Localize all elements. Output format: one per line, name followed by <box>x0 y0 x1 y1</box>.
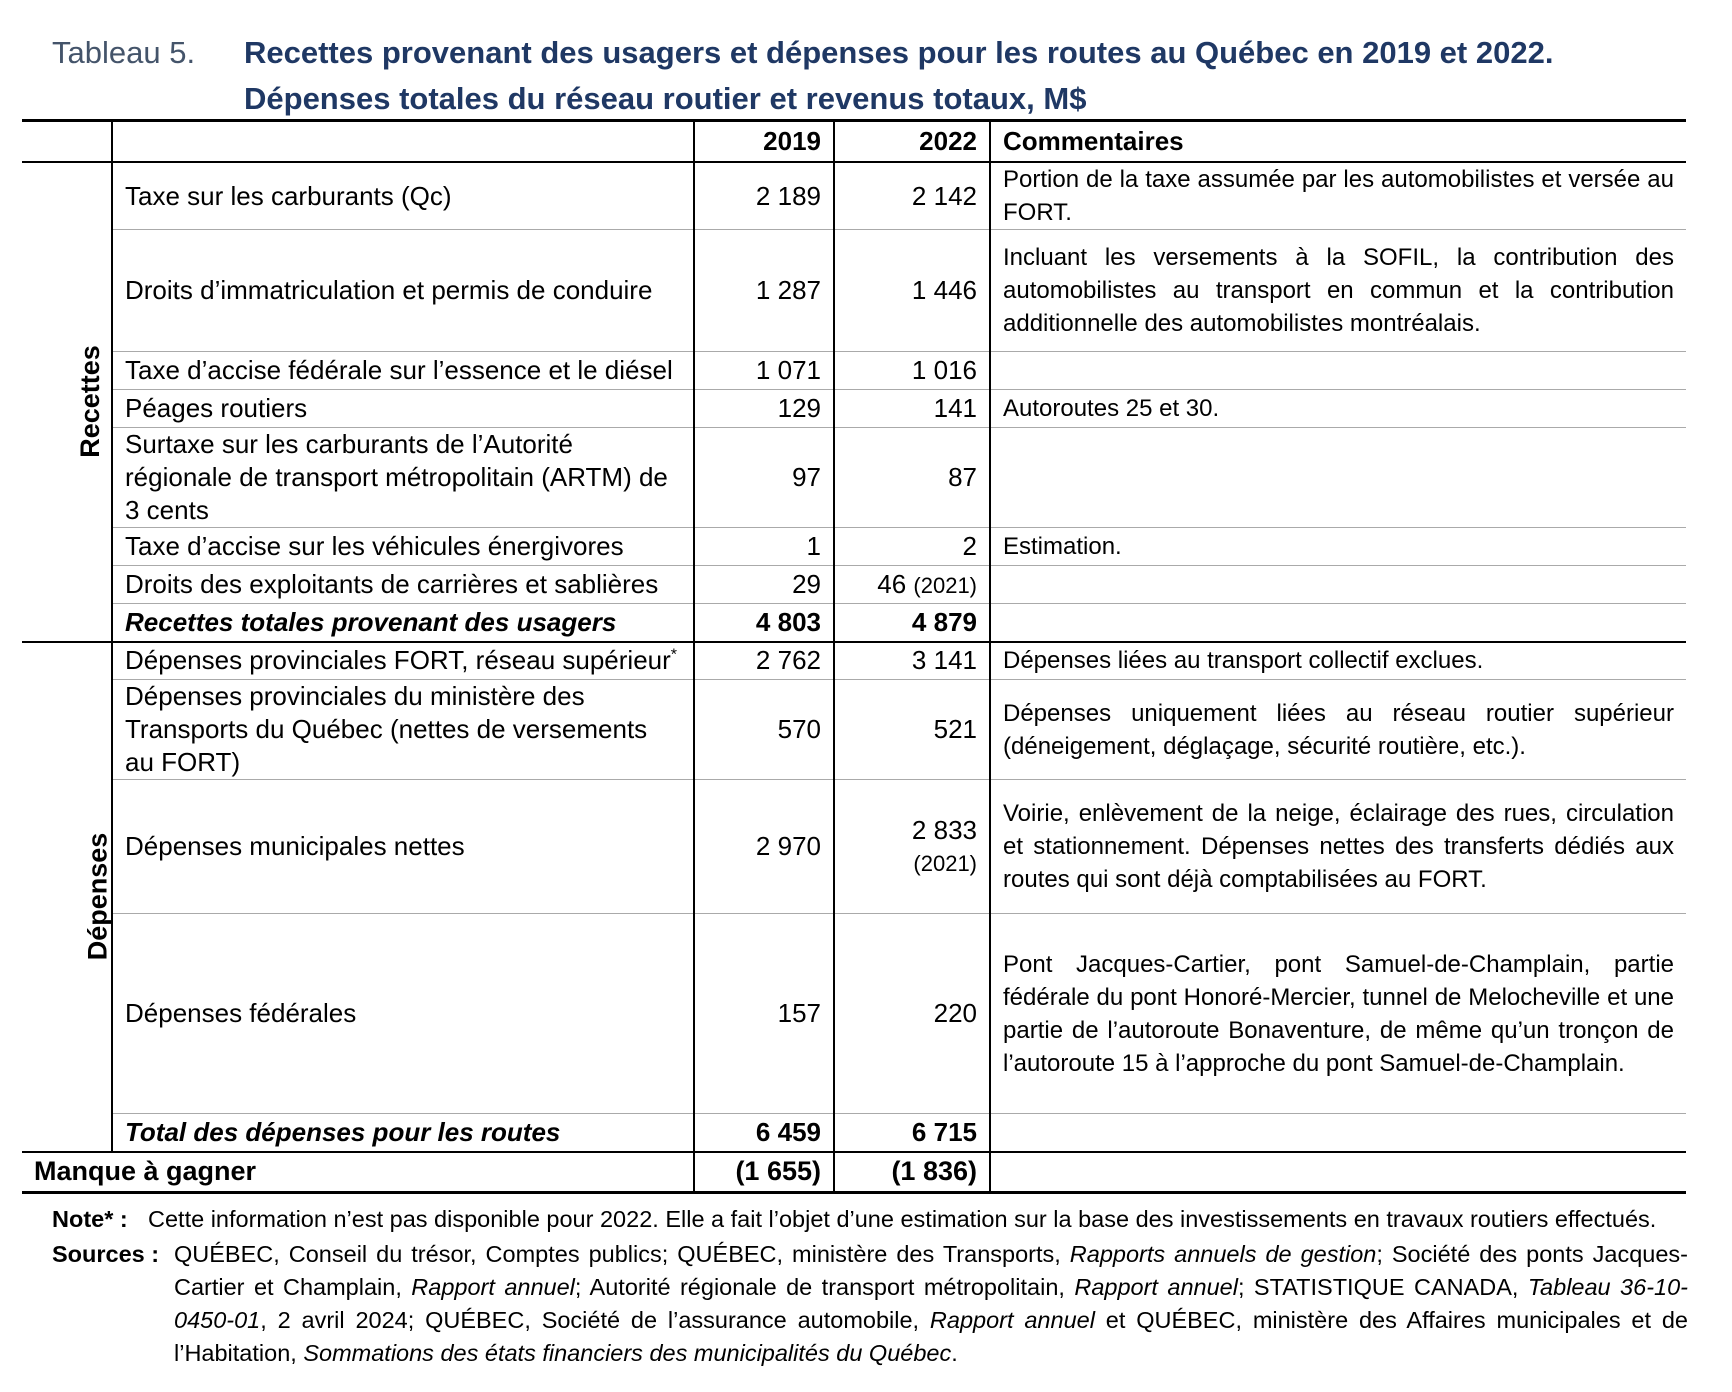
value-2019: 570 <box>694 680 834 780</box>
value-2019: 157 <box>694 914 834 1114</box>
table-row <box>22 390 1686 428</box>
grand-total-label: Manque à gagner <box>22 1152 694 1193</box>
value-2019: 1 071 <box>694 352 834 390</box>
value-2022: 2 142 <box>834 162 990 230</box>
header-2022: 2022 <box>834 121 990 163</box>
header-blank-section <box>22 121 112 163</box>
value-2022: 46 <box>877 568 907 599</box>
section-label-recettes: Recettes <box>74 345 105 459</box>
value-2019: 1 287 <box>694 230 834 352</box>
row-label-cell <box>112 642 694 680</box>
value-2022: 2 833 <box>911 814 977 845</box>
source-part: . <box>951 1340 958 1366</box>
row-comment: Dépenses liées au transport collectif exclues. <box>990 642 1686 680</box>
row-comment <box>990 428 1686 528</box>
value-2019: 2 189 <box>694 162 834 230</box>
header-comments: Commentaires <box>990 121 1686 163</box>
footnote-marker: * <box>670 646 678 664</box>
row-comment: Dépenses uniquement liées au réseau routier supérieur (déneigement, déglaçage, sécurité routière, etc.). <box>990 680 1686 780</box>
row-label: Dépenses provinciales du ministère des Transports du Québec (nettes de versements au FORT) <box>112 680 694 780</box>
row-label: Dépenses fédérales <box>112 914 694 1114</box>
value-2022: 1 016 <box>834 352 990 390</box>
value-2022: 141 <box>834 390 990 428</box>
value-2022: 1 446 <box>834 230 990 352</box>
notes-block <box>52 1203 1688 1370</box>
source-part: , 2 avril 2024; QUÉBEC, Société de l’assurance automobile, <box>260 1307 930 1333</box>
row-label: Recettes totales provenant des usagers <box>112 604 694 642</box>
value-2019: 97 <box>694 428 834 528</box>
source-title: Rapports annuels de gestion <box>1069 1241 1377 1267</box>
row-comment <box>990 566 1686 604</box>
source-title: Rapport annuel <box>1074 1274 1238 1300</box>
section-depenses <box>22 642 112 1152</box>
header-blank-label <box>112 121 694 163</box>
row-comment: Voirie, enlèvement de la neige, éclairage des rues, circulation et stationnement. Dépenses nettes des transferts dédiés aux routes qui sont déjà comptabilisées au FORT. <box>990 780 1686 914</box>
row-comment: Pont Jacques-Cartier, pont Samuel-de-Champlain, partie fédérale du pont Honoré-Mercier, tunnel de Melocheville et une partie de l’autoroute Bonaventure, de même qu’un tronçon de l’autoroute 15 à l’approche du pont Samuel-de-Champlain. <box>990 914 1686 1114</box>
value-2022: 220 <box>834 914 990 1114</box>
table-row <box>22 914 1686 1114</box>
data-table <box>22 119 1686 1194</box>
row-label: Taxe d’accise sur les véhicules énergivores <box>112 528 694 566</box>
table-row <box>22 162 1686 230</box>
table-row <box>22 642 1686 680</box>
row-comment <box>990 352 1686 390</box>
table-header-row <box>22 121 1686 163</box>
sources-row <box>52 1238 1688 1370</box>
value-2022-cell <box>834 780 990 914</box>
table-row <box>22 352 1686 390</box>
section-label-depenses: Dépenses <box>82 832 113 961</box>
value-2019: 1 <box>694 528 834 566</box>
value-2022: 87 <box>834 428 990 528</box>
value-2022: 3 141 <box>834 642 990 680</box>
row-comment: Estimation. <box>990 528 1686 566</box>
table-row <box>22 230 1686 352</box>
sources-key: Sources : <box>52 1241 160 1267</box>
row-comment: Portion de la taxe assumée par les automobilistes et versée au FORT. <box>990 162 1686 230</box>
table-number: Tableau 5. <box>52 35 196 70</box>
table-row <box>22 428 1686 528</box>
value-2022: 4 879 <box>834 604 990 642</box>
source-title: Sommations des états financiers des municipalités du Québec <box>303 1340 952 1366</box>
grand-total-row <box>22 1152 1686 1193</box>
row-label: Droits des exploitants de carrières et sablières <box>112 566 694 604</box>
grand-value-2022: (1 836) <box>834 1152 990 1193</box>
title-line-2: Dépenses totales du réseau routier et revenus totaux, M$ <box>244 81 1087 116</box>
table-row <box>22 680 1686 780</box>
row-comment <box>990 604 1686 642</box>
grand-comment-blank <box>990 1152 1686 1193</box>
note-row <box>52 1203 1688 1236</box>
value-2019: 29 <box>694 566 834 604</box>
note-key: Note* : <box>52 1206 128 1232</box>
table-title <box>52 30 1692 122</box>
table-row <box>22 780 1686 914</box>
row-label: Dépenses provinciales FORT, réseau supérieur <box>125 645 671 676</box>
value-2019: 2 762 <box>694 642 834 680</box>
source-part: ; STATISTIQUE CANADA, <box>1237 1274 1528 1300</box>
row-comment: Autoroutes 25 et 30. <box>990 390 1686 428</box>
table-row <box>22 566 1686 604</box>
source-part: ; Autorité régionale de transport métropolitain, <box>574 1274 1075 1300</box>
value-2019: 129 <box>694 390 834 428</box>
row-label: Taxe sur les carburants (Qc) <box>112 162 694 230</box>
row-label: Taxe d’accise fédérale sur l’essence et le diésel <box>112 352 694 390</box>
row-comment <box>990 1114 1686 1152</box>
source-title: Rapport annuel <box>929 1307 1095 1333</box>
row-label: Dépenses municipales nettes <box>112 780 694 914</box>
value-2019: 6 459 <box>694 1114 834 1152</box>
header-2019: 2019 <box>694 121 834 163</box>
value-2019: 4 803 <box>694 604 834 642</box>
value-2022-cell <box>834 566 990 604</box>
total-row-depenses <box>22 1114 1686 1152</box>
value-2022: 2 <box>834 528 990 566</box>
row-label: Droits d’immatriculation et permis de conduire <box>112 230 694 352</box>
sources-text <box>174 1238 1688 1370</box>
source-part: QUÉBEC, Conseil du trésor, Comptes publics; QUÉBEC, ministère des Transports, <box>174 1241 1070 1267</box>
value-2019: 2 970 <box>694 780 834 914</box>
source-part: et QUÉBEC, ministère des Affaires municipales et de l’Habitation, <box>174 1307 1688 1366</box>
note-text: Cette information n’est pas disponible pour 2022. Elle a fait l’objet d’une estimation sur la base des investissements en travaux routiers effectués. <box>148 1206 1657 1232</box>
row-label: Total des dépenses pour les routes <box>112 1114 694 1152</box>
value-2022-year-note: (2021) <box>913 572 977 598</box>
value-2022: 6 715 <box>834 1114 990 1152</box>
grand-value-2019: (1 655) <box>694 1152 834 1193</box>
value-2022: 521 <box>834 680 990 780</box>
total-row-recettes <box>22 604 1686 642</box>
title-line-1: Recettes provenant des usagers et dépenses pour les routes au Québec en 2019 et 2022. <box>244 35 1554 70</box>
source-title: Rapport annuel <box>411 1274 575 1300</box>
table-row <box>22 528 1686 566</box>
row-comment: Incluant les versements à la SOFIL, la contribution des automobilistes au transport en commun et la contribution additionnelle des automobilistes montréalais. <box>990 230 1686 352</box>
source-part: ; Société des ponts Jacques-Cartier et Champlain, <box>174 1241 1688 1300</box>
source-title: Tableau 36-10-0450-01 <box>174 1274 1688 1333</box>
value-2022-year-note: (2021) <box>913 850 977 876</box>
row-label: Surtaxe sur les carburants de l’Autorité régionale de transport métropolitain (ARTM) de 3 cents <box>112 428 694 528</box>
row-label: Péages routiers <box>112 390 694 428</box>
section-recettes <box>22 162 112 642</box>
